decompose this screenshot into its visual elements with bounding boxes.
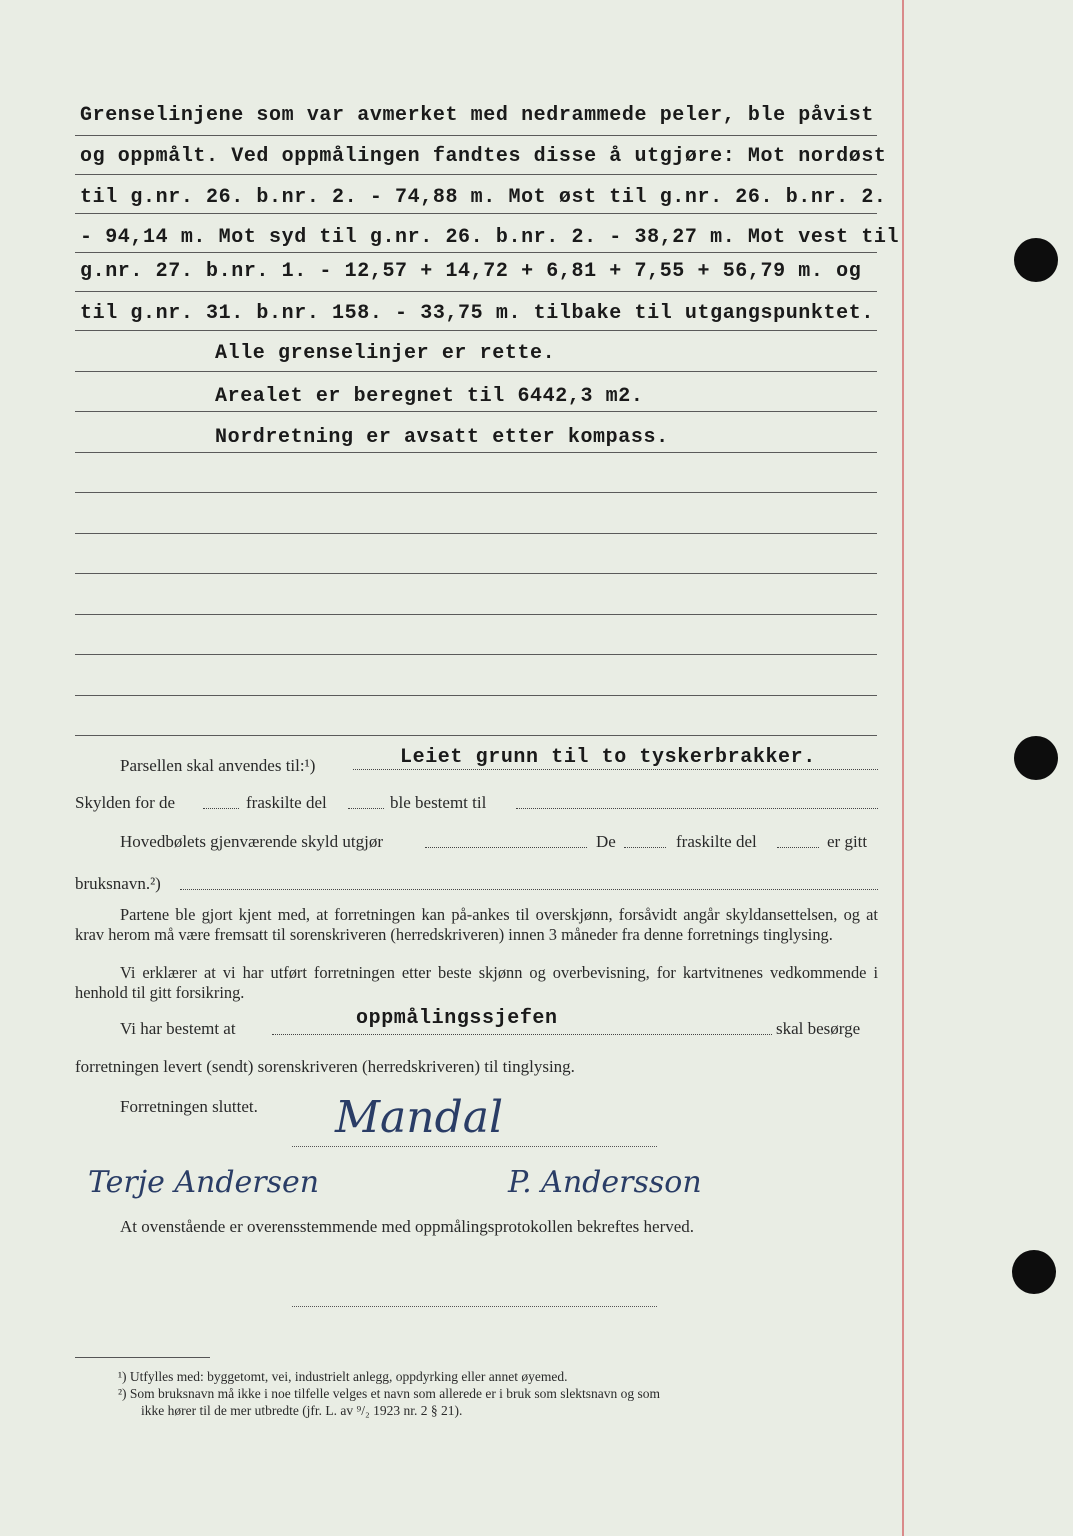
ruled-line (75, 695, 877, 696)
bestemt-value: oppmålingssjefen (356, 1007, 558, 1030)
ruled-line (75, 492, 877, 493)
hoved-label-1: Hovedbølets gjenværende skyld utgjør (120, 832, 383, 851)
skylden-field-2 (348, 808, 384, 809)
typed-line-3: til g.nr. 26. b.nr. 2. - 74,88 m. Mot øst til g.nr. 26. b.nr. 2. (80, 186, 887, 209)
signature-left: Terje Andersen (88, 1165, 320, 1200)
red-margin-line (902, 0, 904, 1536)
bestemt-field (272, 1034, 772, 1035)
hoved-label-2: De (596, 832, 616, 851)
paragraph-overskjonn: Partene ble gjort kjent med, at forretningen kan på-ankes til overskjønn, forsåvidt angår skyldansettelsen, og at krav herom må være fremsatt til sorenskriveren (herredskriveren) innen 3 måneder fra denne forretnings tinglysing. (75, 905, 878, 944)
skylden-label-2: fraskilte del (246, 793, 327, 812)
footnote-2: ²) Som bruksnavn må ikke i noe tilfelle velges et navn som allerede er i bruk som slektsnavn og som (118, 1386, 661, 1401)
skylden-field-3 (516, 808, 878, 809)
ruled-line (75, 371, 877, 372)
hoved-label-3: fraskilte del (676, 832, 757, 851)
certification-signature-line (292, 1306, 657, 1307)
punch-hole-bottom (1012, 1250, 1056, 1294)
skylden-label-1: Skylden for de (75, 793, 176, 812)
skylden-field-1 (203, 808, 239, 809)
signature-main: Mandal (335, 1092, 504, 1143)
ruled-line (75, 213, 877, 214)
levert-text: forretningen levert (sendt) sorenskriveren (herredskriveren) til tinglysing. (75, 1057, 575, 1076)
skylden-label-3: ble bestemt til (390, 793, 487, 812)
ruled-line (75, 135, 877, 136)
signature-line-main (292, 1146, 657, 1147)
ruled-line (75, 654, 877, 655)
parsellen-value: Leiet grunn til to tyskerbrakker. (400, 746, 816, 769)
ruled-line (75, 533, 877, 534)
ruled-line (75, 291, 877, 292)
footnote-divider (75, 1357, 210, 1358)
typed-indented-1: Alle grenselinjer er rette. (215, 342, 556, 365)
bruksnavn-field (180, 889, 878, 890)
typed-line-2: og oppmålt. Ved oppmålingen fandtes disse å utgjøre: Mot nordøst (80, 145, 887, 168)
hoved-label-4: er gitt (827, 832, 868, 851)
ruled-line (75, 330, 877, 331)
ruled-line (75, 174, 877, 175)
footnote-2-continued: ikke hører til de mer utbredte (jfr. L. av ⁹/₂ 1923 nr. 2 § 21). (141, 1403, 463, 1418)
bestemt-label-2: skal besørge (776, 1019, 861, 1038)
typed-line-5: g.nr. 27. b.nr. 1. - 12,57 + 14,72 + 6,81 + 7,55 + 56,79 m. og (80, 260, 862, 283)
ruled-line (75, 252, 877, 253)
hoved-field-2 (624, 847, 666, 848)
paragraph-erklaering: Vi erklærer at vi har utført forretningen etter beste skjønn og overbevisning, for kartvitnenes vedkommende i henhold til gitt forsikring. (75, 963, 878, 1002)
footnote-1: ¹) Utfylles med: byggetomt, vei, industrielt anlegg, oppdyrking eller annet øyemed. (118, 1369, 568, 1384)
ruled-line (75, 573, 877, 574)
typed-line-6: til g.nr. 31. b.nr. 158. - 33,75 m. tilbake til utgangspunktet. (80, 302, 874, 325)
parsellen-label: Parsellen skal anvendes til:¹) (120, 756, 316, 775)
typed-indented-3: Nordretning er avsatt etter kompass. (215, 426, 669, 449)
parsellen-field-line (353, 769, 878, 770)
ruled-line (75, 735, 877, 736)
bruksnavn-label: bruksnavn.²) (75, 874, 161, 893)
ruled-line (75, 411, 877, 412)
punch-hole-middle (1014, 736, 1058, 780)
punch-hole-top (1014, 238, 1058, 282)
hoved-field-3 (777, 847, 819, 848)
ruled-line (75, 614, 877, 615)
bekreftes-text: At ovenstående er overensstemmende med oppmålingsprotokollen bekreftes herved. (120, 1217, 695, 1236)
hoved-field-1 (425, 847, 587, 848)
typed-line-1: Grenselinjene som var avmerket med nedrammede peler, ble påvist (80, 104, 874, 127)
sluttet-text: Forretningen sluttet. (120, 1097, 258, 1116)
bestemt-label-1: Vi har bestemt at (120, 1019, 236, 1038)
signature-right: P. Andersson (508, 1165, 702, 1200)
ruled-line (75, 452, 877, 453)
typed-indented-2: Arealet er beregnet til 6442,3 m2. (215, 385, 644, 408)
typed-line-4: - 94,14 m. Mot syd til g.nr. 26. b.nr. 2. - 38,27 m. Mot vest til (80, 226, 900, 249)
